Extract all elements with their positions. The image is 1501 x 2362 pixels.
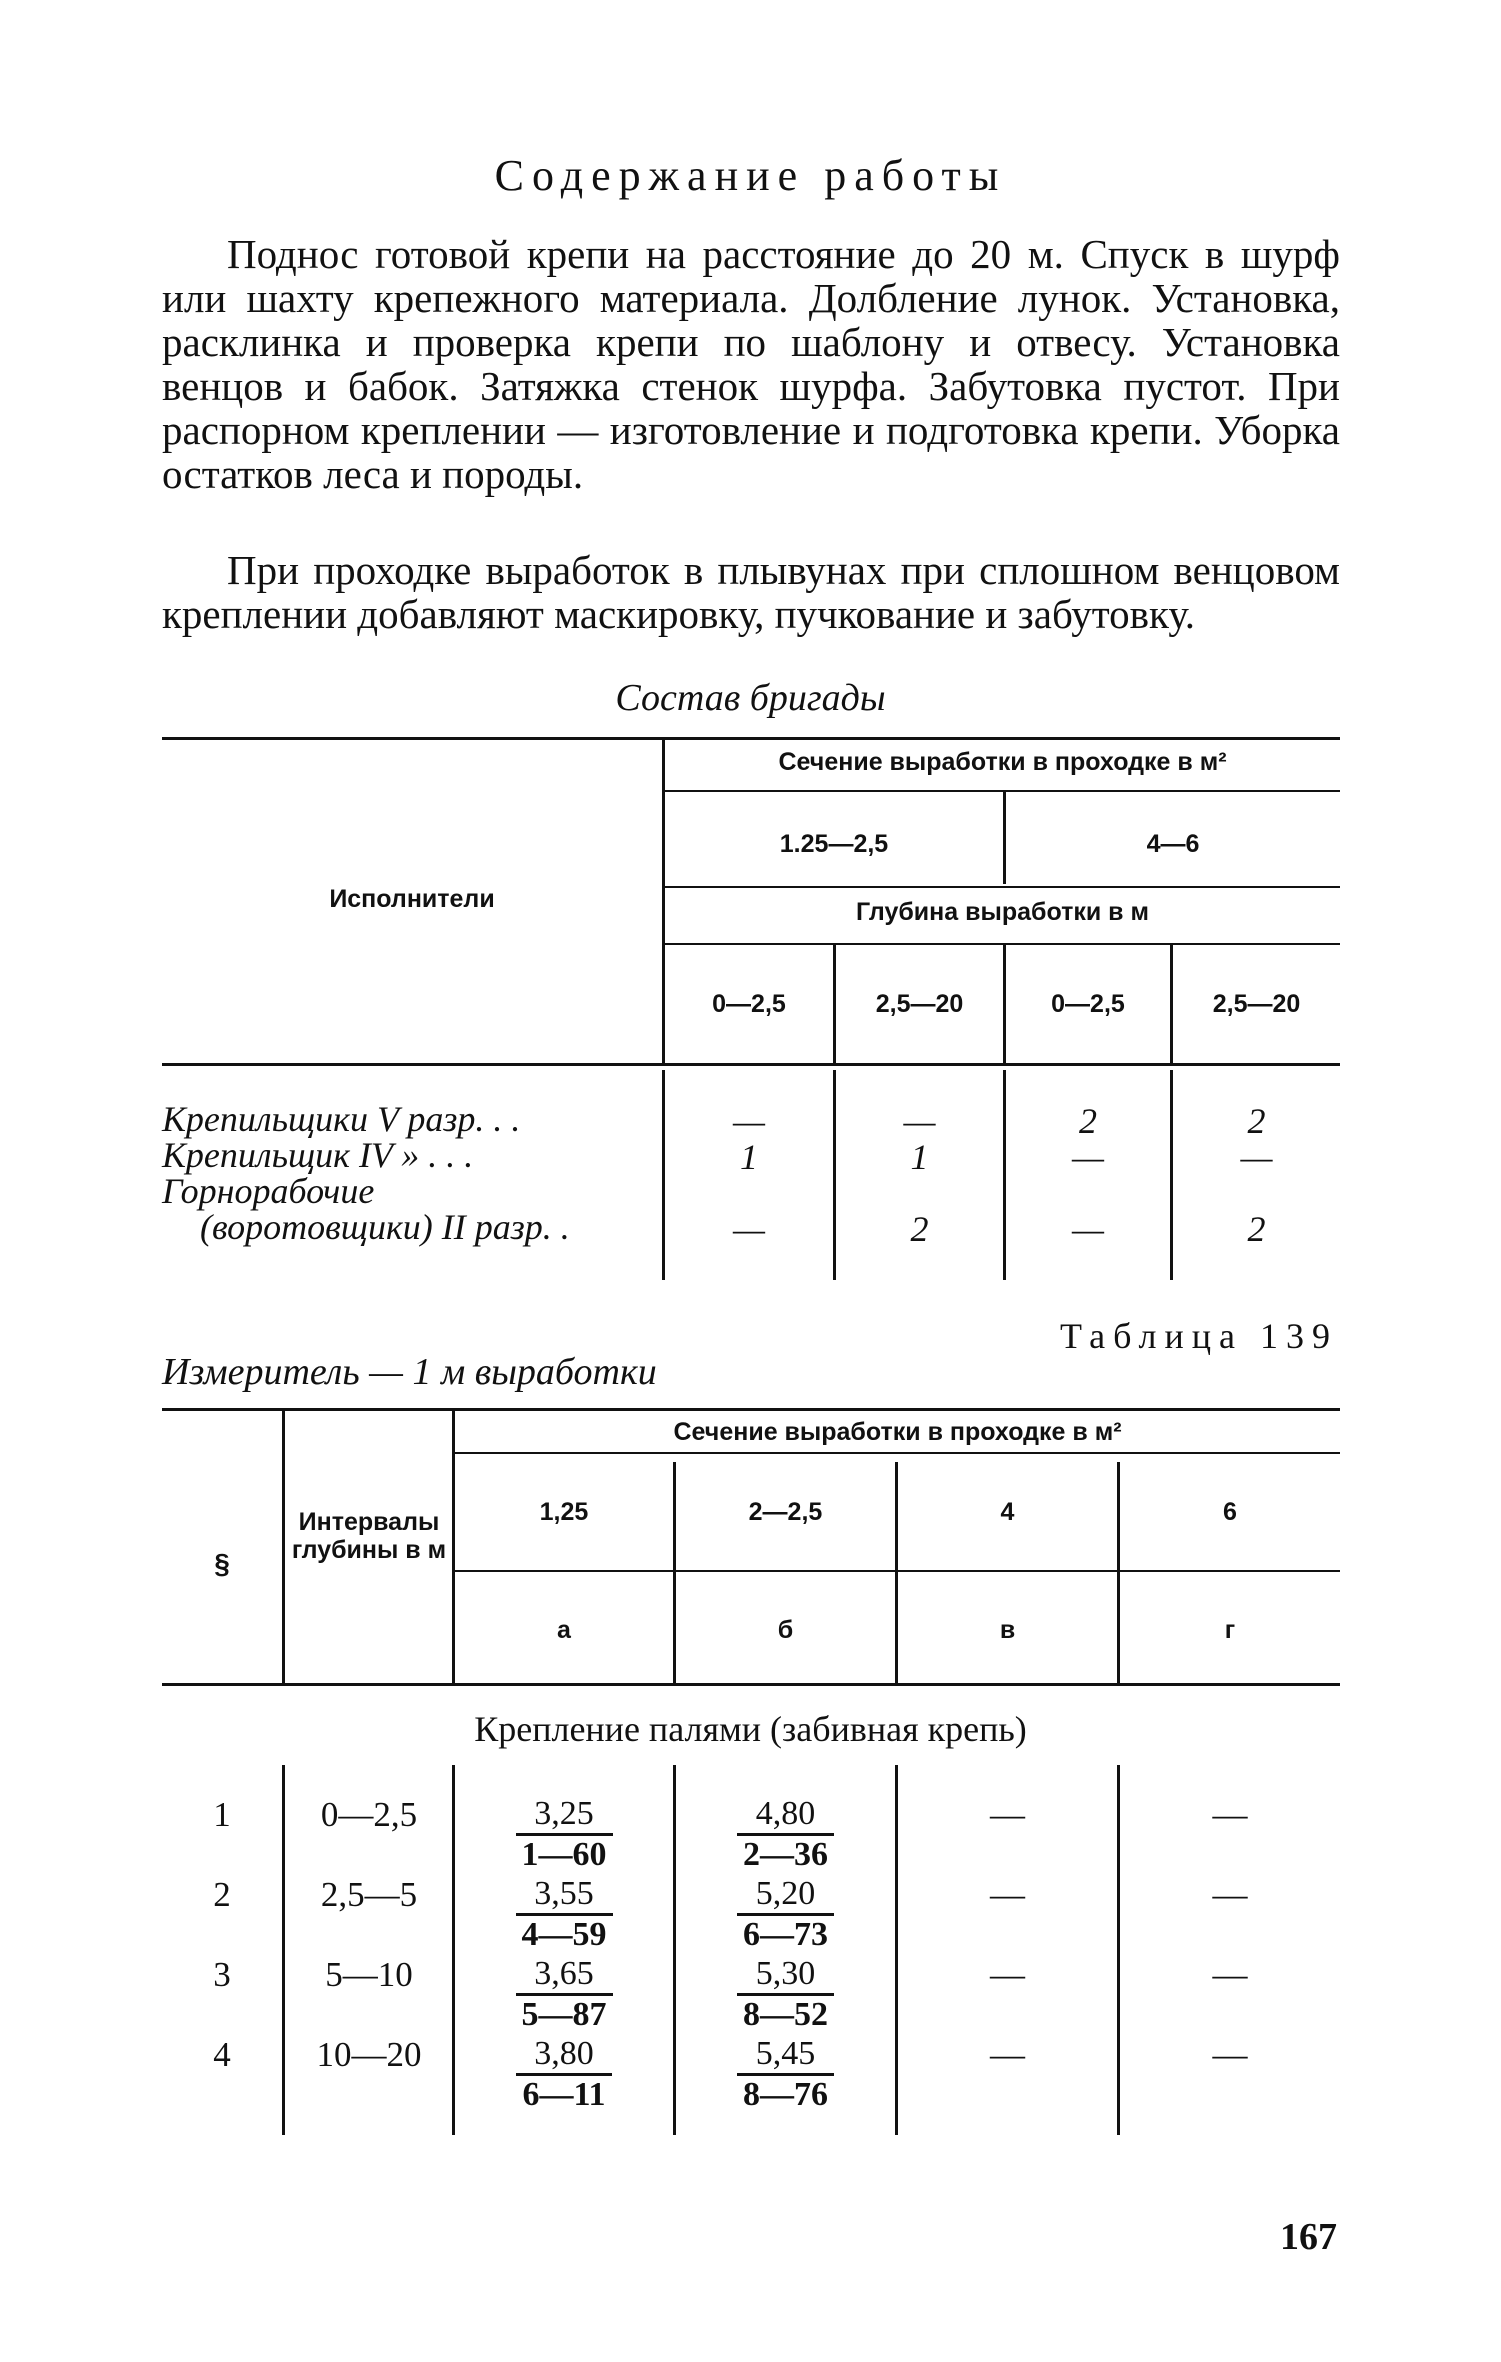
cell-r1-c2: — xyxy=(903,1101,936,1141)
t139-section-header: Сечение выработки в проходке в м² xyxy=(673,1418,1122,1446)
depth-header: Глубина выработки в м xyxy=(855,898,1149,926)
value-a: $\frac{3,55}{4—59}$ xyxy=(455,1875,673,1954)
paragraph-2: При проходке выработок в плывунах при сплошном венцовом креплении добавляют маскировку, пучкование и забутовку. xyxy=(162,547,1340,637)
value-g: — xyxy=(1212,1955,1248,1994)
row-interval: 5—10 xyxy=(325,1955,413,1994)
section-value-2: 2—2,5 xyxy=(748,1498,823,1526)
section-group-1: 1.25—2,5 xyxy=(779,830,889,858)
col-intervals: Интервалы глубины в м xyxy=(291,1508,447,1564)
cell-r2-c2: 1 xyxy=(910,1137,929,1177)
cell-r4-c1: — xyxy=(732,1209,765,1249)
page-number: 167 xyxy=(1280,2216,1337,2258)
value-g: — xyxy=(1212,2035,1248,2074)
value-v: — xyxy=(990,2035,1025,2074)
value-b: $\frac{5,45}{8—76}$ xyxy=(676,2035,895,2114)
row-number: 3 xyxy=(213,1955,231,1994)
value-a: $\frac{3,80}{6—11}$ xyxy=(455,2035,673,2114)
cell-r1-c4: 2 xyxy=(1247,1101,1266,1141)
row-label-1: Крепильщики V разр. . . xyxy=(162,1099,521,1139)
section-header: Сечение выработки в проходке в м² xyxy=(778,748,1227,776)
group-title: Крепление палями (забивная крепь) xyxy=(474,1709,1027,1749)
value-b: $\frac{5,20}{6—73}$ xyxy=(676,1875,895,1954)
depth-col-4: 2,5—20 xyxy=(1212,990,1301,1018)
cell-r4-c2: 2 xyxy=(910,1209,929,1249)
row-interval: 0—2,5 xyxy=(320,1795,418,1834)
value-v: — xyxy=(990,1795,1025,1834)
row-number: 4 xyxy=(213,2035,231,2074)
row-interval: 10—20 xyxy=(316,2035,422,2074)
value-v: — xyxy=(990,1875,1025,1914)
cell-r2-c1: 1 xyxy=(740,1137,758,1177)
letter-v: в xyxy=(999,1616,1016,1644)
cell-r1-c1: — xyxy=(732,1101,765,1141)
letter-g: г xyxy=(1224,1616,1236,1644)
row-label-4: (воротовщики) II разр. . xyxy=(200,1207,570,1247)
cell-r4-c4: 2 xyxy=(1247,1209,1266,1249)
depth-col-2: 2,5—20 xyxy=(875,990,964,1018)
section-value-1: 1,25 xyxy=(539,1498,589,1526)
section-value-4: 6 xyxy=(1223,1498,1237,1526)
value-g: — xyxy=(1212,1875,1248,1914)
section-heading: Содержание работы xyxy=(494,151,1007,200)
paragraph-1: Поднос готовой крепи на расстояние до 20 м. Спуск в шурф или шахту крепежного материала. Долбление лунок. Установка, расклинка и проверка крепи по шаблону и отвесу. Установка венцов и бабок. Затяжка стенок шурфа. Забутовка пустот. При распорном креплении — изготовление и подготовка крепи. Уборка остатков леса и породы. xyxy=(162,231,1340,497)
row-number: 1 xyxy=(213,1795,231,1834)
letter-a: а xyxy=(557,1616,571,1644)
row-label-3: Горнорабочие xyxy=(162,1171,375,1211)
cell-r2-c3: — xyxy=(1071,1137,1104,1177)
value-v: — xyxy=(990,1955,1025,1994)
row-label-2: Крепильщик IV » . . . xyxy=(162,1135,474,1175)
letter-b: б xyxy=(777,1616,794,1644)
section-group-2: 4—6 xyxy=(1146,830,1200,858)
depth-col-3: 0—2,5 xyxy=(1051,990,1125,1018)
row-number: 2 xyxy=(213,1875,231,1914)
value-g: — xyxy=(1212,1795,1248,1834)
section-value-3: 4 xyxy=(1000,1498,1015,1526)
row-interval: 2,5—5 xyxy=(320,1875,418,1914)
cell-r1-c3: 2 xyxy=(1079,1101,1097,1141)
table-title: Таблица 139 xyxy=(1060,1316,1338,1356)
measure-caption: Измеритель — 1 м выработки xyxy=(162,1351,657,1393)
col-performers: Исполнители xyxy=(329,885,495,913)
value-a: $\frac{3,25}{1—60}$ xyxy=(455,1795,673,1874)
brigade-caption: Состав бригады xyxy=(615,677,886,719)
cell-r4-c3: — xyxy=(1071,1209,1104,1249)
depth-col-1: 0—2,5 xyxy=(712,990,786,1018)
col-section-sign: § xyxy=(214,1548,230,1579)
cell-r2-c4: — xyxy=(1240,1137,1273,1177)
value-b: $\frac{5,30}{8—52}$ xyxy=(676,1955,895,2034)
value-a: $\frac{3,65}{5—87}$ xyxy=(455,1955,673,2034)
value-b: $\frac{4,80}{2—36}$ xyxy=(676,1795,895,1874)
